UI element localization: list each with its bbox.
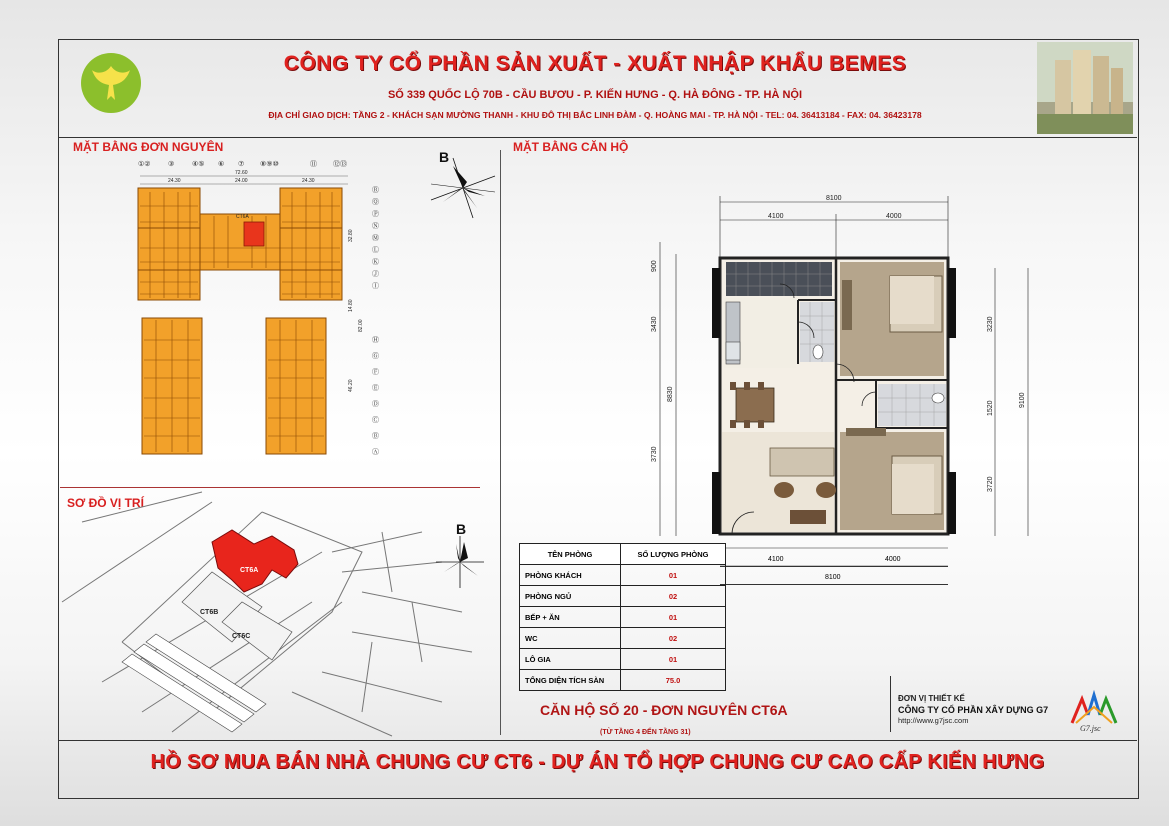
grid-row-markers bbox=[372, 185, 379, 456]
grid-row-label: Ⓙ bbox=[372, 271, 379, 278]
dim-right-3: 3720 bbox=[987, 476, 994, 492]
bedroom-2 bbox=[840, 428, 944, 530]
building-ct6c-label: CT6C bbox=[232, 633, 251, 640]
building-ct6b-label: CT6B bbox=[200, 609, 219, 616]
room-qty: 01 bbox=[621, 565, 726, 586]
dim-left-2: 3430 bbox=[651, 316, 658, 332]
grid-row-label: Ⓕ bbox=[372, 369, 379, 376]
company-name: CÔNG TY CỔ PHẦN SẢN XUẤT - XUẤT NHẬP KHẨU BEMES bbox=[283, 52, 907, 75]
room-name: PHÒNG KHÁCH bbox=[520, 565, 621, 586]
company-logo bbox=[80, 52, 142, 114]
room-schedule-table bbox=[519, 543, 726, 691]
dim-left-3: 3730 bbox=[651, 446, 658, 462]
horizontal-divider bbox=[60, 487, 480, 488]
room-qty: 02 bbox=[621, 628, 726, 649]
grid-dim-v1: 32.80 bbox=[348, 229, 354, 242]
table-header-row bbox=[520, 544, 726, 565]
company-contact: ĐỊA CHỈ GIAO DỊCH: TẦNG 2 - KHÁCH SẠN MƯỜNG THANH - KHU ĐÔ THỊ BẮC LINH ĐÀM - Q. HOÀNG MAI - TP. HÀ NỘI - TEL: 04. 36413184 - FAX: 04. 36423178 bbox=[268, 110, 922, 120]
designer-label: ĐƠN VỊ THIẾT KẾ bbox=[898, 694, 965, 703]
g7-logo-text: G7.jsc bbox=[1080, 724, 1101, 733]
grid-col-labels: ①② bbox=[138, 161, 151, 168]
designer-block bbox=[890, 676, 1070, 732]
block-bottom-left bbox=[142, 318, 202, 454]
grid-row-label: Ⓑ bbox=[372, 433, 379, 440]
room-qty: 01 bbox=[621, 649, 726, 670]
building-rendering bbox=[1037, 42, 1133, 134]
grid-dim-total: 72.60 bbox=[235, 170, 248, 176]
unit-block-plan bbox=[130, 152, 390, 462]
grid-dim-b: 24.00 bbox=[235, 178, 248, 184]
wc-1 bbox=[800, 302, 834, 362]
grid-row-label: Ⓒ bbox=[372, 417, 379, 424]
grid-col-label: ⑪ bbox=[310, 161, 317, 168]
location-map bbox=[62, 492, 482, 736]
grid-row-label: Ⓖ bbox=[372, 353, 379, 360]
room-qty: 75.0 bbox=[621, 670, 726, 691]
room-qty: 02 bbox=[621, 586, 726, 607]
grid-row-label: Ⓓ bbox=[372, 401, 379, 408]
dim-bottom-total: 8100 bbox=[825, 574, 841, 581]
grid-dim-c: 24.30 bbox=[302, 178, 315, 184]
block-bottom-right bbox=[266, 318, 326, 454]
north-arrow-bottom bbox=[430, 520, 495, 590]
wc-2 bbox=[878, 384, 946, 426]
room-name: TỔNG DIỆN TÍCH SÀN bbox=[520, 670, 621, 691]
apartment-plan-label: MẶT BẰNG CĂN HỘ bbox=[513, 140, 629, 154]
living-room bbox=[722, 432, 836, 532]
grid-row-label: Ⓛ bbox=[372, 247, 379, 254]
grid-dim-v2: 14.80 bbox=[348, 299, 354, 312]
table-row bbox=[520, 649, 726, 670]
north-arrow-top bbox=[425, 148, 500, 213]
dim-bottom-line bbox=[720, 566, 948, 567]
block-top bbox=[138, 188, 342, 300]
grid-col-label: ⑧⑨⑩ bbox=[260, 161, 279, 168]
north-label: B bbox=[439, 149, 450, 165]
north-label: B bbox=[456, 521, 467, 537]
dim-bottom-line-2 bbox=[720, 584, 948, 585]
room-name: BẾP + ĂN bbox=[520, 607, 621, 628]
grid-row-label: Ⓠ bbox=[372, 199, 379, 206]
grid-dim-a: 24.30 bbox=[168, 178, 181, 184]
dim-right-total: 9100 bbox=[1019, 392, 1026, 408]
bedroom-1 bbox=[840, 262, 944, 376]
grid-row-label: Ⓟ bbox=[372, 211, 379, 218]
highlighted-unit bbox=[244, 222, 264, 246]
room-name: WC bbox=[520, 628, 621, 649]
grid-row-label: Ⓗ bbox=[372, 337, 379, 344]
designer-name: CÔNG TY CỔ PHẦN XÂY DỰNG G7 bbox=[898, 705, 1049, 715]
grid-col-label: ③ bbox=[168, 161, 175, 168]
grid-row-label: Ⓝ bbox=[372, 223, 379, 230]
dim-bottom-right: 4000 bbox=[885, 556, 901, 563]
dim-top-right: 4000 bbox=[886, 213, 902, 220]
location-map-label: SƠ ĐỒ VỊ TRÍ bbox=[67, 496, 144, 510]
dim-right-1: 3230 bbox=[987, 316, 994, 332]
grid-col-label: ⑦ bbox=[238, 161, 245, 168]
grid-row-label: Ⓘ bbox=[372, 283, 379, 290]
table-row bbox=[520, 670, 726, 691]
designer-url[interactable]: http://www.g7jsc.com bbox=[898, 716, 969, 725]
room-name: PHÒNG NGỦ bbox=[520, 586, 621, 607]
table-row bbox=[520, 628, 726, 649]
highlight-label: CT6A bbox=[236, 214, 249, 220]
apartment-floor-plan bbox=[640, 192, 1040, 552]
grid-col-label: ⑥ bbox=[218, 161, 225, 168]
dim-top-total: 8100 bbox=[826, 195, 842, 202]
grid-dim-v4: 46.20 bbox=[348, 379, 354, 392]
dim-bottom-left: 4100 bbox=[768, 556, 784, 563]
g7-logo bbox=[1066, 689, 1124, 733]
grid-dim-v3: 82.00 bbox=[358, 319, 364, 332]
unit-block-plan-label: MẶT BẰNG ĐƠN NGUYÊN bbox=[73, 140, 224, 154]
building-ct6a-label: CT6A bbox=[240, 567, 259, 574]
unit-title: CĂN HỘ SỐ 20 - ĐƠN NGUYÊN CT6A bbox=[540, 702, 788, 718]
table-row bbox=[520, 586, 726, 607]
grid-row-label: Ⓜ bbox=[372, 235, 379, 242]
grid-row-label: Ⓚ bbox=[372, 259, 379, 266]
table-row bbox=[520, 607, 726, 628]
col-header-room: TÊN PHÒNG bbox=[520, 544, 621, 565]
unit-subtitle: (TỪ TẦNG 4 ĐẾN TẦNG 31) bbox=[600, 729, 691, 736]
grid-col-label: ⑫⑬ bbox=[333, 161, 347, 168]
table-row bbox=[520, 565, 726, 586]
vertical-divider bbox=[500, 150, 501, 735]
grid-col-label: ④⑤ bbox=[192, 161, 205, 168]
grid-row-label: Ⓡ bbox=[372, 187, 379, 194]
dim-left-1: 900 bbox=[651, 260, 658, 272]
col-header-qty: SỐ LƯỢNG PHÒNG bbox=[621, 544, 726, 565]
dim-top-left: 4100 bbox=[768, 213, 784, 220]
room-qty: 01 bbox=[621, 607, 726, 628]
company-address: SỐ 339 QUỐC LỘ 70B - CẦU BƯƠU - P. KIẾN HƯNG - Q. HÀ ĐÔNG - TP. HÀ NỘI bbox=[387, 89, 803, 101]
dim-left-total: 8830 bbox=[667, 386, 674, 402]
room-name: LÔ GIA bbox=[520, 649, 621, 670]
footer-title: HỒ SƠ MUA BÁN NHÀ CHUNG CƯ CT6 - DỰ ÁN TỔ HỢP CHUNG CƯ CAO CẤP KIẾN HƯNG bbox=[150, 751, 1045, 773]
grid-row-label: Ⓔ bbox=[372, 385, 379, 392]
grid-row-label: Ⓐ bbox=[372, 449, 379, 456]
dim-right-2: 1520 bbox=[987, 400, 994, 416]
